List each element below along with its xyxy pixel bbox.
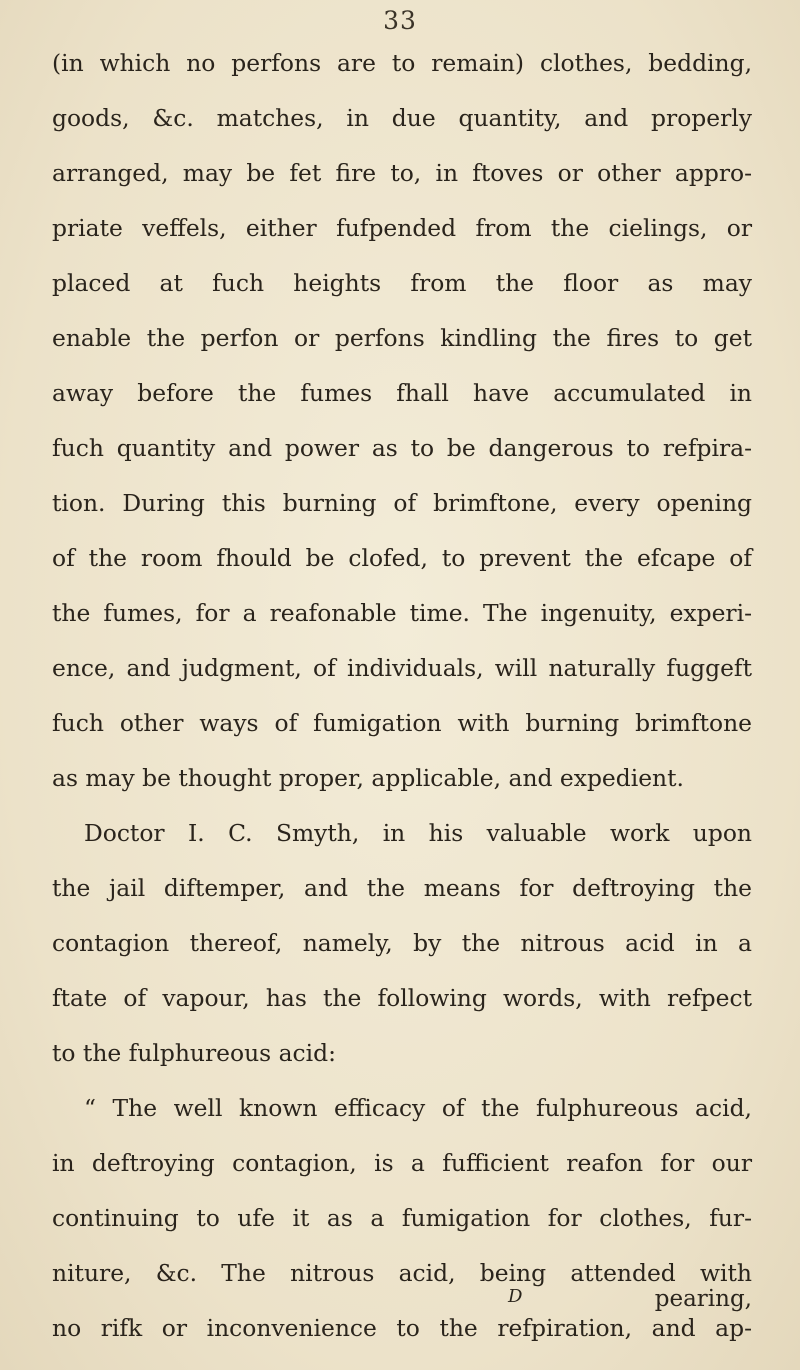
text-line: niture, &c. The nitrous acid, being attended with <box>52 1259 752 1287</box>
text-line: priate veffels, either fufpended from the cielings, or <box>52 214 752 242</box>
text-line: ence, and judgment, of individuals, will naturally fuggeft <box>52 654 752 682</box>
text-line: no rifk or inconvenience to the refpiration, and ap- <box>52 1314 752 1342</box>
text-line: the jail diftemper, and the means for deftroying the <box>52 874 752 902</box>
text-line: contagion thereof, namely, by the nitrous acid in a <box>52 929 752 957</box>
page-footer <box>52 1286 752 1326</box>
text-line: the fumes, for a reafonable time. The ingenuity, experi- <box>52 599 752 627</box>
text-line: goods, &c. matches, in due quantity, and properly <box>52 104 752 132</box>
text-line: ftate of vapour, has the following words, with refpect <box>52 984 752 1012</box>
text-line: fuch other ways of fumigation with burning brimftone <box>52 709 752 737</box>
text-line: in deftroying contagion, is a fufficient reafon for our <box>52 1149 752 1177</box>
text-line: (in which no perfons are to remain) clothes, bedding, <box>52 49 752 77</box>
text-line: to the fulphureous acid: <box>52 1039 336 1067</box>
text-line: enable the perfon or perfons kindling the fires to get <box>52 324 752 352</box>
text-line: “ The well known efficacy of the fulphureous acid, <box>84 1094 752 1122</box>
page-number: 33 <box>383 6 417 35</box>
text-line: as may be thought proper, applicable, and expedient. <box>52 764 684 792</box>
text-line: continuing to ufe it as a fumigation for clothes, fur- <box>52 1204 752 1232</box>
text-line: fuch quantity and power as to be dangerous to refpira- <box>52 434 752 462</box>
catchword: pearing, <box>654 1286 752 1312</box>
text-line: away before the fumes fhall have accumulated in <box>52 379 752 407</box>
text-line: arranged, may be fet fire to, in ftoves or other appro- <box>52 159 752 187</box>
text-line: of the room fhould be clofed, to prevent the efcape of <box>52 544 752 572</box>
text-line: tion. During this burning of brimftone, every opening <box>52 489 752 517</box>
body-text <box>52 36 752 1356</box>
signature-mark: D <box>508 1286 523 1307</box>
text-line: placed at fuch heights from the floor as may <box>52 269 752 297</box>
text-line: Doctor I. C. Smyth, in his valuable work upon <box>84 819 752 847</box>
